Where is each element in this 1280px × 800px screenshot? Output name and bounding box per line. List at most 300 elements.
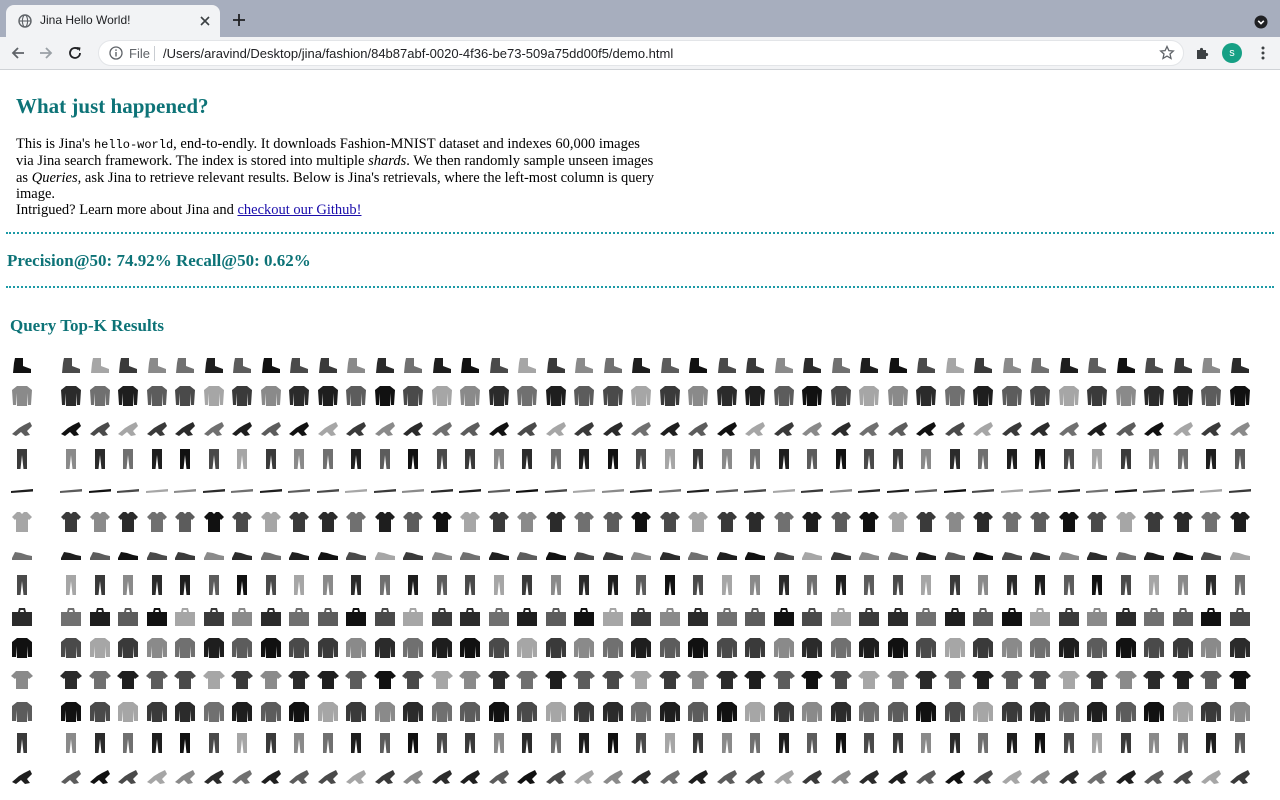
result-image: [1028, 762, 1052, 788]
result-image: [145, 351, 169, 377]
divider-top: [6, 232, 1274, 234]
result-image: [173, 446, 197, 472]
result-image: [658, 383, 682, 409]
result-image: [971, 730, 995, 756]
result-image: [230, 509, 254, 535]
result-image: [943, 572, 967, 598]
result-image: [1057, 572, 1081, 598]
result-image: [202, 446, 226, 472]
result-image: [1028, 351, 1052, 377]
result-image: [287, 477, 311, 503]
tab-strip: [0, 0, 1280, 37]
result-image: [914, 351, 938, 377]
result-image: [601, 477, 625, 503]
query-image: [10, 635, 34, 661]
result-image: [515, 446, 539, 472]
result-image: [800, 572, 824, 598]
result-image: [458, 414, 482, 440]
result-image: [202, 699, 226, 725]
result-image: [1171, 446, 1195, 472]
result-image: [572, 730, 596, 756]
result-image: [59, 762, 83, 788]
result-image: [59, 667, 83, 693]
result-image: [829, 446, 853, 472]
result-image: [202, 572, 226, 598]
result-image: [373, 699, 397, 725]
result-image: [572, 414, 596, 440]
result-image: [401, 730, 425, 756]
query-image: [10, 604, 34, 630]
result-image: [202, 541, 226, 567]
result-image: [658, 572, 682, 598]
result-image: [772, 351, 796, 377]
result-image: [88, 414, 112, 440]
result-image: [145, 699, 169, 725]
result-image: [943, 699, 967, 725]
result-image: [1057, 414, 1081, 440]
intro-text-3: . We then randomly sample unseen images as: [16, 153, 654, 186]
result-image: [686, 541, 710, 567]
result-image: [202, 414, 226, 440]
result-image: [145, 414, 169, 440]
result-image: [1028, 509, 1052, 535]
result-image: [1142, 730, 1166, 756]
result-image: [316, 730, 340, 756]
divider-bottom: [6, 286, 1274, 288]
result-image: [971, 604, 995, 630]
result-image: [487, 383, 511, 409]
result-image: [743, 667, 767, 693]
query-image: [10, 383, 34, 409]
result-image: [487, 730, 511, 756]
result-image: [145, 635, 169, 661]
result-image: [544, 667, 568, 693]
browser-tab[interactable]: [6, 5, 220, 37]
result-image: [344, 604, 368, 630]
result-image: [743, 762, 767, 788]
url-text[interactable]: /Users/aravind/Desktop/jina/fashion/84b87abf-0020-4f36-be73-509a75dd00f5/demo.html: [163, 46, 674, 61]
github-link[interactable]: checkout our Github!: [237, 202, 362, 219]
result-image: [886, 541, 910, 567]
result-image: [1057, 351, 1081, 377]
result-image: [88, 730, 112, 756]
result-image: [686, 762, 710, 788]
result-image: [487, 635, 511, 661]
result-image: [572, 699, 596, 725]
result-image: [971, 477, 995, 503]
result-image: [572, 635, 596, 661]
address-bar[interactable]: [98, 40, 1184, 66]
result-image: [515, 383, 539, 409]
result-image: [259, 604, 283, 630]
result-image: [829, 699, 853, 725]
result-image: [1171, 477, 1195, 503]
result-image: [202, 509, 226, 535]
result-image: [259, 762, 283, 788]
result-image: [601, 635, 625, 661]
result-image: [88, 762, 112, 788]
result-image: [886, 509, 910, 535]
result-image: [287, 383, 311, 409]
result-image: [857, 541, 881, 567]
result-image: [259, 572, 283, 598]
result-image: [430, 762, 454, 788]
tab-search-icon[interactable]: [1254, 15, 1268, 29]
result-image: [116, 477, 140, 503]
result-image: [572, 446, 596, 472]
result-image: [715, 414, 739, 440]
result-image: [316, 383, 340, 409]
result-image: [601, 572, 625, 598]
result-image: [686, 730, 710, 756]
result-image: [1114, 383, 1138, 409]
result-image: [1057, 509, 1081, 535]
result-image: [857, 383, 881, 409]
result-image: [971, 383, 995, 409]
result-image: [230, 730, 254, 756]
result-image: [743, 572, 767, 598]
intro-text-2: , end-to-endly. It downloads Fashion-MNIST dataset and indexes 60,000 images via Jina search framework. The index is stored into multiple: [16, 136, 640, 170]
result-image: [316, 604, 340, 630]
result-image: [88, 572, 112, 598]
result-image: [1057, 446, 1081, 472]
result-image: [914, 446, 938, 472]
result-image: [173, 730, 197, 756]
result-image: [658, 509, 682, 535]
result-image: [145, 477, 169, 503]
result-image: [601, 699, 625, 725]
result-image: [401, 509, 425, 535]
result-image: [800, 604, 824, 630]
result-image: [515, 414, 539, 440]
result-image: [401, 762, 425, 788]
result-image: [458, 730, 482, 756]
result-image: [629, 667, 653, 693]
result-image: [59, 572, 83, 598]
result-image: [1199, 572, 1223, 598]
result-image: [601, 446, 625, 472]
result-image: [743, 699, 767, 725]
close-icon[interactable]: [198, 14, 212, 28]
result-image: [572, 509, 596, 535]
result-image: [458, 604, 482, 630]
result-image: [401, 477, 425, 503]
result-image: [230, 699, 254, 725]
queries-term: Queries: [31, 169, 78, 186]
info-icon[interactable]: [109, 46, 123, 60]
result-image: [88, 351, 112, 377]
result-image: [572, 351, 596, 377]
shards-term: shards: [368, 153, 407, 170]
result-image: [800, 730, 824, 756]
result-image: [1057, 667, 1081, 693]
result-image: [116, 699, 140, 725]
result-image: [487, 351, 511, 377]
result-image: [544, 699, 568, 725]
result-image: [1057, 604, 1081, 630]
result-image: [743, 383, 767, 409]
result-image: [772, 477, 796, 503]
result-image: [971, 667, 995, 693]
result-image: [316, 762, 340, 788]
result-image: [316, 572, 340, 598]
result-image: [1199, 414, 1223, 440]
result-image: [145, 509, 169, 535]
result-image: [458, 541, 482, 567]
result-image: [1085, 351, 1109, 377]
result-image: [914, 509, 938, 535]
result-image: [1057, 383, 1081, 409]
result-image: [59, 351, 83, 377]
result-image: [1000, 509, 1024, 535]
result-image: [59, 446, 83, 472]
result-image: [971, 541, 995, 567]
result-image: [1228, 351, 1252, 377]
result-image: [544, 477, 568, 503]
result-image: [1000, 477, 1024, 503]
result-image: [886, 572, 910, 598]
result-image: [116, 667, 140, 693]
result-image: [259, 541, 283, 567]
result-image: [1142, 477, 1166, 503]
forward-icon[interactable]: [38, 45, 54, 61]
result-image: [259, 509, 283, 535]
result-image: [658, 699, 682, 725]
result-image: [772, 762, 796, 788]
result-image: [316, 667, 340, 693]
result-image: [971, 572, 995, 598]
result-image: [743, 509, 767, 535]
result-image: [1000, 541, 1024, 567]
result-image: [715, 446, 739, 472]
result-image: [1028, 572, 1052, 598]
result-image: [857, 446, 881, 472]
result-image: [943, 477, 967, 503]
result-image: [116, 762, 140, 788]
result-image: [230, 446, 254, 472]
result-image: [743, 730, 767, 756]
result-image: [715, 635, 739, 661]
result-image: [344, 351, 368, 377]
result-image: [800, 667, 824, 693]
result-image: [857, 509, 881, 535]
result-image: [1142, 383, 1166, 409]
result-image: [914, 604, 938, 630]
result-image: [59, 604, 83, 630]
result-image: [287, 414, 311, 440]
result-image: [88, 383, 112, 409]
result-image: [230, 351, 254, 377]
result-image: [1028, 730, 1052, 756]
result-image: [943, 351, 967, 377]
result-image: [800, 635, 824, 661]
result-image: [515, 699, 539, 725]
result-image: [1028, 414, 1052, 440]
result-image: [943, 667, 967, 693]
result-image: [715, 572, 739, 598]
result-image: [1171, 762, 1195, 788]
result-image: [971, 414, 995, 440]
result-image: [829, 667, 853, 693]
result-image: [515, 572, 539, 598]
results-heading: Query Top-K Results: [10, 316, 164, 335]
result-image: [629, 572, 653, 598]
result-image: [1085, 509, 1109, 535]
result-image: [373, 477, 397, 503]
result-image: [971, 635, 995, 661]
more-icon[interactable]: [1255, 45, 1271, 61]
result-image: [544, 762, 568, 788]
result-image: [772, 414, 796, 440]
star-icon[interactable]: [1159, 45, 1175, 61]
back-icon[interactable]: [10, 45, 26, 61]
result-image: [658, 446, 682, 472]
result-image: [430, 541, 454, 567]
result-image: [829, 477, 853, 503]
result-image: [544, 383, 568, 409]
result-image: [88, 699, 112, 725]
result-image: [544, 446, 568, 472]
result-image: [1228, 667, 1252, 693]
result-image: [1057, 762, 1081, 788]
result-image: [800, 762, 824, 788]
result-image: [173, 383, 197, 409]
result-image: [686, 635, 710, 661]
result-image: [1171, 351, 1195, 377]
result-image: [544, 572, 568, 598]
result-image: [173, 541, 197, 567]
result-image: [1000, 383, 1024, 409]
result-image: [1085, 604, 1109, 630]
extensions-icon[interactable]: [1195, 45, 1211, 61]
result-image: [1142, 699, 1166, 725]
result-image: [259, 699, 283, 725]
result-image: [914, 667, 938, 693]
result-image: [800, 699, 824, 725]
result-image: [1085, 699, 1109, 725]
result-image: [430, 635, 454, 661]
intro-text-4: , ask Jina to retrieve relevant results. Below is Jina's retrievals, where the left-most column is query image.: [16, 169, 655, 202]
result-image: [316, 414, 340, 440]
result-image: [886, 730, 910, 756]
result-image: [914, 414, 938, 440]
result-image: [715, 699, 739, 725]
result-image: [373, 383, 397, 409]
result-image: [772, 572, 796, 598]
result-image: [344, 635, 368, 661]
result-image: [1171, 730, 1195, 756]
result-image: [401, 699, 425, 725]
result-image: [914, 730, 938, 756]
result-image: [658, 667, 682, 693]
result-image: [1114, 541, 1138, 567]
result-image: [601, 351, 625, 377]
result-image: [487, 414, 511, 440]
result-image: [686, 572, 710, 598]
result-image: [800, 414, 824, 440]
result-image: [715, 509, 739, 535]
result-image: [230, 477, 254, 503]
result-image: [173, 635, 197, 661]
plus-icon[interactable]: [232, 13, 246, 27]
result-image: [772, 667, 796, 693]
result-image: [202, 477, 226, 503]
result-image: [202, 667, 226, 693]
result-image: [1199, 635, 1223, 661]
result-image: [715, 383, 739, 409]
result-image: [88, 667, 112, 693]
result-image: [515, 730, 539, 756]
result-image: [1114, 699, 1138, 725]
result-image: [59, 383, 83, 409]
result-image: [230, 762, 254, 788]
result-image: [715, 351, 739, 377]
result-image: [116, 541, 140, 567]
intro-text-5: Intrigued? Learn more about Jina and: [16, 202, 238, 219]
result-image: [1199, 667, 1223, 693]
result-image: [1199, 699, 1223, 725]
result-image: [857, 351, 881, 377]
hello-world-code: hello-world: [93, 138, 174, 152]
result-image: [145, 383, 169, 409]
result-image: [829, 730, 853, 756]
avatar[interactable]: s: [1222, 43, 1242, 63]
result-image: [1028, 667, 1052, 693]
result-image: [658, 604, 682, 630]
metrics-line: Precision@50: 74.92% Recall@50: 0.62%: [7, 251, 311, 270]
result-image: [202, 383, 226, 409]
result-image: [743, 604, 767, 630]
result-image: [629, 446, 653, 472]
result-image: [116, 383, 140, 409]
result-image: [401, 446, 425, 472]
result-image: [145, 604, 169, 630]
result-image: [1228, 730, 1252, 756]
result-image: [401, 541, 425, 567]
result-image: [800, 509, 824, 535]
result-image: [287, 509, 311, 535]
result-image: [886, 477, 910, 503]
result-image: [971, 762, 995, 788]
result-image: [173, 351, 197, 377]
result-image: [344, 477, 368, 503]
result-image: [914, 635, 938, 661]
result-image: [1171, 541, 1195, 567]
result-image: [886, 762, 910, 788]
result-image: [88, 477, 112, 503]
result-image: [971, 699, 995, 725]
result-image: [487, 477, 511, 503]
result-image: [373, 351, 397, 377]
result-image: [629, 509, 653, 535]
result-image: [287, 541, 311, 567]
result-image: [658, 477, 682, 503]
result-image: [1000, 414, 1024, 440]
result-image: [1199, 383, 1223, 409]
result-image: [1199, 446, 1223, 472]
reload-icon[interactable]: [67, 45, 83, 61]
result-image: [430, 699, 454, 725]
result-image: [1085, 477, 1109, 503]
result-image: [686, 667, 710, 693]
result-image: [857, 635, 881, 661]
result-image: [601, 383, 625, 409]
result-image: [800, 541, 824, 567]
result-image: [1085, 635, 1109, 661]
result-image: [401, 351, 425, 377]
result-image: [715, 667, 739, 693]
result-image: [800, 383, 824, 409]
